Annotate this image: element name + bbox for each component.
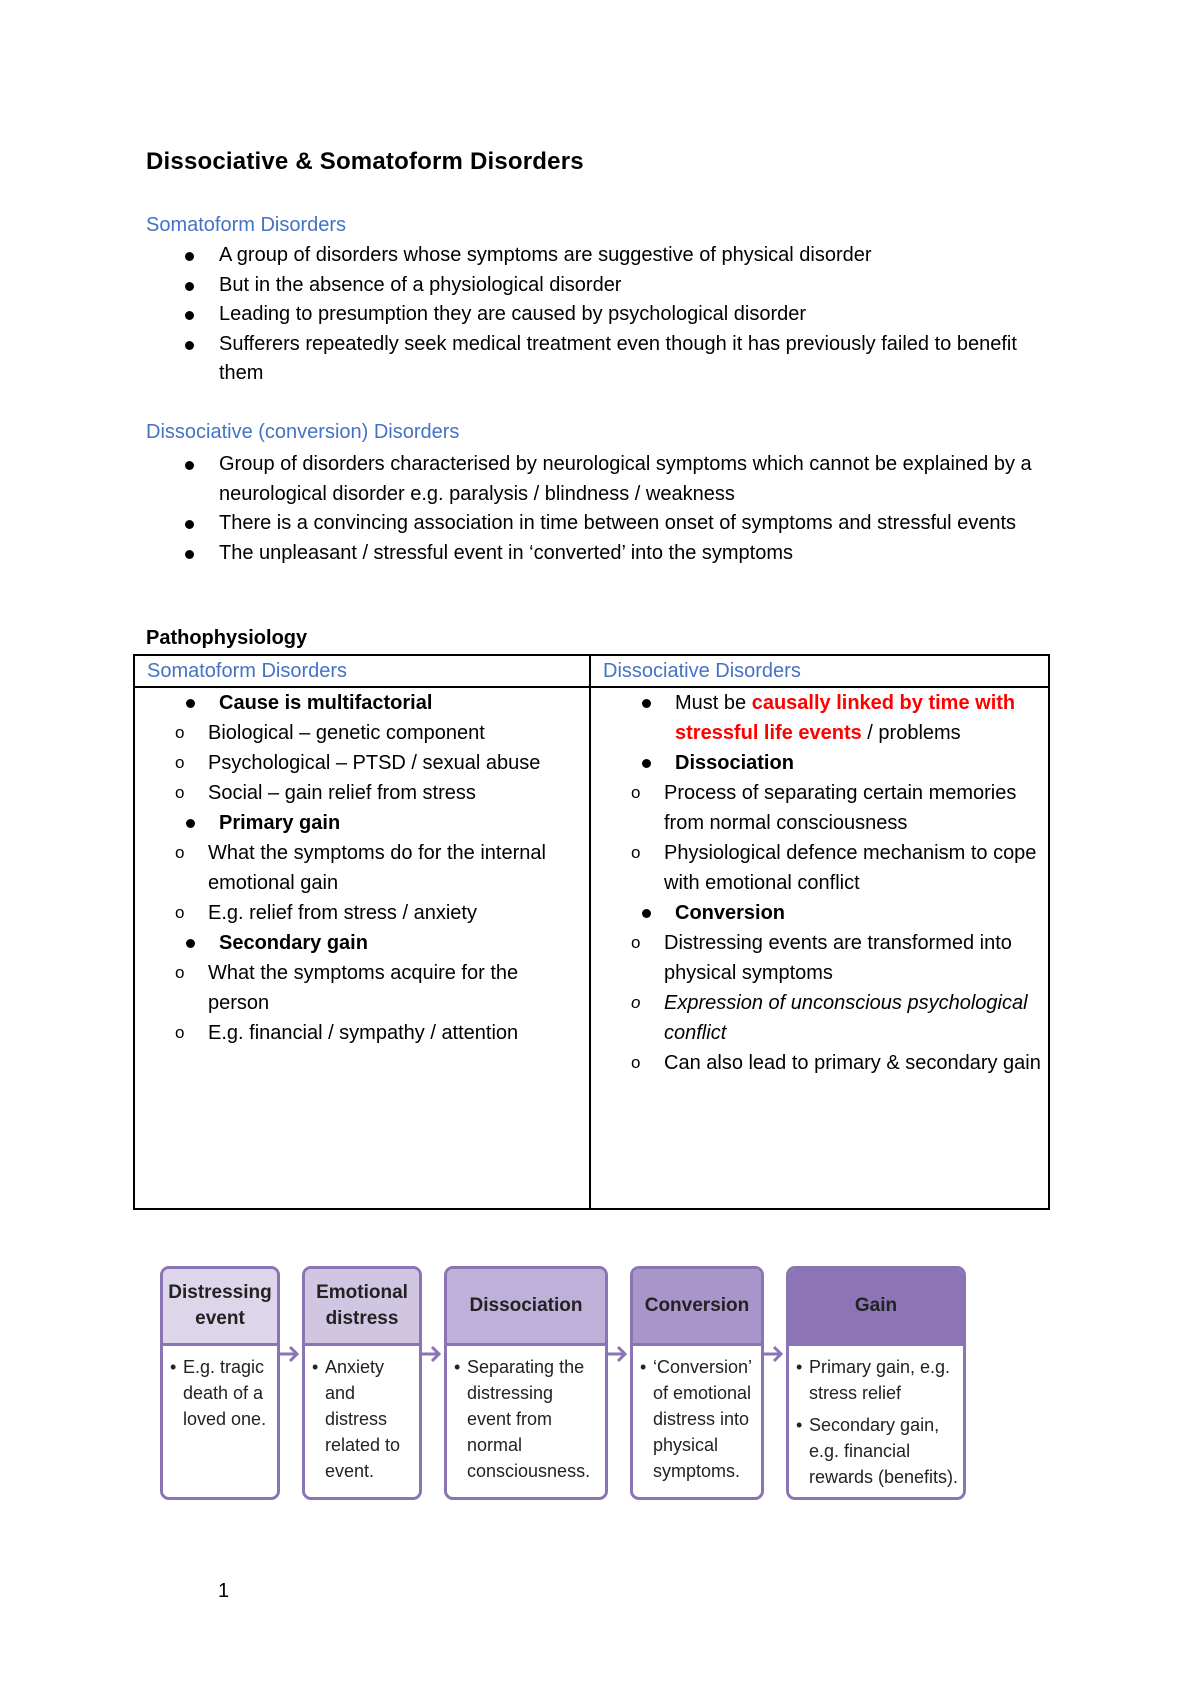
bullet-heading: Dissociation [675,752,794,774]
arrow-right-icon [764,1342,786,1366]
list-item [591,898,1042,1078]
flow-step-distressing-event [160,1266,280,1500]
bullet-heading: Conversion [675,902,786,924]
list-item: There is a convincing association in time between onset of symptoms and stressful events [146,509,1056,539]
list-item: • E.g. tragic death of a loved one. [167,1354,273,1432]
flow-step-gain [786,1266,966,1500]
arrow-right-icon [422,1342,444,1366]
arrow-right-icon [608,1342,630,1366]
flow-step-title: Conversion [633,1269,761,1346]
list-item: Group of disorders characterised by neurological symptoms which cannot be explained by a neurological disorder e.g. paralysis / blindness / weakness [146,450,1056,509]
list-item: o What the symptoms acquire for the person [135,958,583,1018]
list-item: The unpleasant / stressful event in ‘converted’ into the symptoms [146,539,1056,569]
bullet-text: / problems [861,722,961,744]
table-cell-somatoform [134,687,590,1209]
highlighted-text: causally linked by time with stressful life events [675,692,1016,744]
list-item: o Biological – genetic component [135,718,583,748]
list-item: o E.g. financial / sympathy / attention [135,1018,583,1048]
list-item [135,808,583,928]
list-item [135,688,583,808]
somatoform-heading: Somatoform Disorders [146,214,347,236]
list-item: o Process of separating certain memories from normal consciousness [591,778,1042,838]
list-item: o Expression of unconscious psychological conflict [591,988,1042,1048]
bullet-heading: Primary gain [219,812,341,834]
list-item: Leading to presumption they are caused by psychological disorder [146,300,1056,330]
bullet-heading: Secondary gain [219,932,368,954]
arrow-right-icon [280,1342,302,1366]
dissociative-bullet-list [146,450,1056,568]
list-item: Sufferers repeatedly seek medical treatment even though it has previously failed to benefit them [146,330,1056,389]
list-item: • Separating the distressing event from normal consciousness. [451,1354,601,1484]
list-item: o Distressing events are transformed into physical symptoms [591,928,1042,988]
list-item [135,928,583,1048]
list-item: • Anxiety and distress related to event. [309,1354,415,1484]
bullet-heading: Cause is multifactorial [219,692,433,714]
flow-step-title: Emotional distress [305,1269,419,1346]
flow-step-title: Dissociation [447,1269,605,1346]
pathophysiology-table [133,654,1050,1210]
flow-step-dissociation [444,1266,608,1500]
list-item: o E.g. relief from stress / anxiety [135,898,583,928]
list-item: o Physiological defence mechanism to cope with emotional conflict [591,838,1042,898]
dissociative-heading: Dissociative (conversion) Disorders [146,421,460,443]
list-item: o Social – gain relief from stress [135,778,583,808]
pathophysiology-label: Pathophysiology [146,627,308,649]
list-item [591,688,1042,748]
list-item [591,748,1042,898]
flow-step-title: Distressing event [163,1269,277,1346]
page-number: 1 [218,1580,230,1602]
list-item: A group of disorders whose symptoms are suggestive of physical disorder [146,241,1056,271]
table-header-dissociative: Dissociative Disorders [590,655,1049,687]
list-item: o What the symptoms do for the internal emotional gain [135,838,583,898]
table-cell-dissociative [590,687,1049,1209]
somatoform-bullet-list [146,241,1056,389]
list-item: o Can also lead to primary & secondary gain [591,1048,1042,1078]
document-title: Dissociative & Somatoform Disorders [146,148,584,175]
list-item: • Primary gain, e.g. stress relief [793,1354,959,1406]
bullet-text: Must be [675,692,752,714]
flow-step-title: Gain [789,1269,963,1346]
flow-step-emotional-distress [302,1266,422,1500]
list-item: But in the absence of a physiological disorder [146,271,1056,301]
process-flow-diagram [160,1266,970,1506]
list-item: • Secondary gain, e.g. financial rewards (benefits). [793,1412,959,1490]
list-item: o Psychological – PTSD / sexual abuse [135,748,583,778]
flow-step-conversion [630,1266,764,1500]
list-item: • ‘Conversion’ of emotional distress into physical symptoms. [637,1354,757,1484]
table-header-somatoform: Somatoform Disorders [134,655,590,687]
